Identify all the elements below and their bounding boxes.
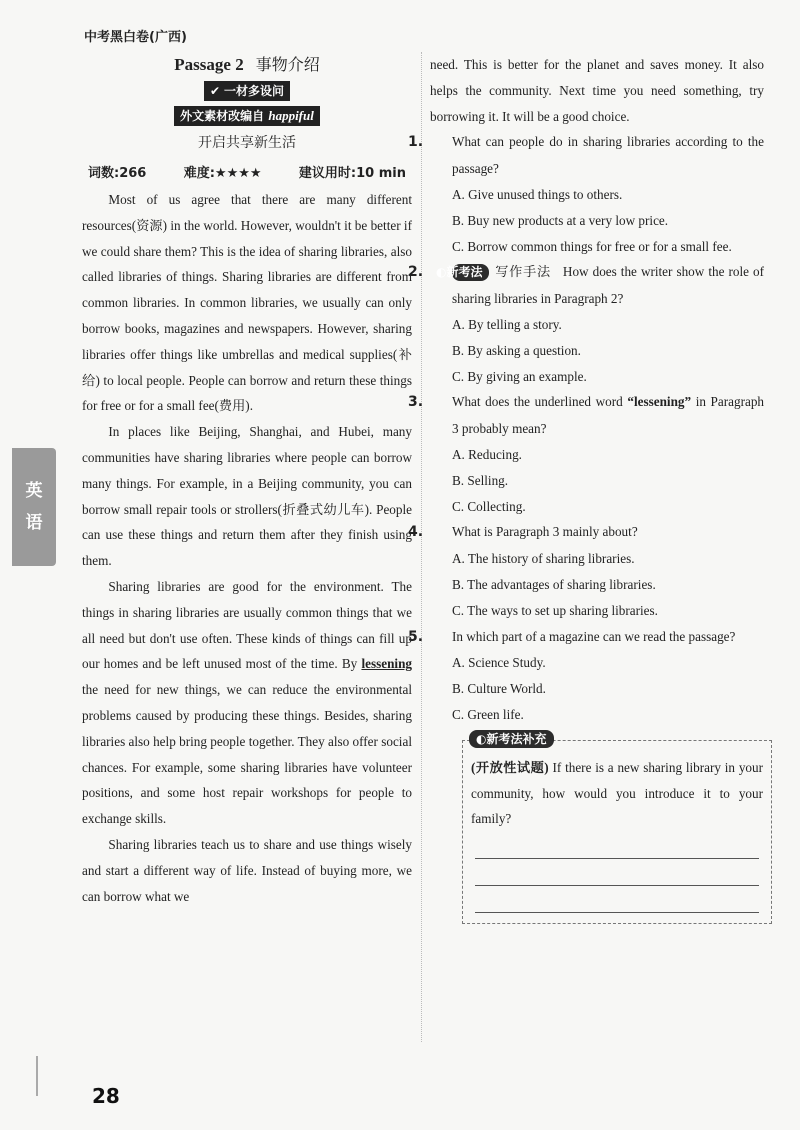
- passage-label: Passage 2: [174, 55, 244, 74]
- paragraph-3-part-1: Sharing libraries are good for the environment. The things in sharing libraries are usually common things that we all need but don't use often. These kinds of things can fill up our homes and be left unused most of the time. By: [82, 578, 412, 672]
- column-divider: [421, 52, 422, 1042]
- option-a[interactable]: A. The history of sharing libraries.: [452, 551, 635, 567]
- question-text: What is Paragraph 3 mainly about?: [452, 524, 638, 540]
- question-number: 2.: [408, 264, 424, 281]
- option-c[interactable]: C. The ways to set up sharing libraries.: [452, 602, 658, 618]
- question-5: [408, 624, 764, 728]
- passage-body: [82, 187, 412, 909]
- underlined-word: lessening: [361, 656, 412, 672]
- passage-subtitle: 开启共享新生活: [198, 135, 296, 151]
- question-text-pre: What does the underlined word: [452, 394, 628, 410]
- answer-line-3[interactable]: [475, 886, 759, 913]
- lightbulb-icon: ◐: [476, 731, 487, 746]
- book-title: 中考黑白卷(广西): [84, 30, 187, 45]
- answer-line-2[interactable]: [475, 859, 759, 886]
- badge-source-name: happiful: [268, 108, 314, 123]
- paragraph-2: In places like Beijing, Shanghai, and Hubei, many communities have sharing libraries where people can borrow many things. For example, in a Beijing community, you can borrow small repair tools or strollers(折叠式幼儿车). People can use these things and return them after they finish using them.: [82, 424, 412, 569]
- option-a[interactable]: A. By telling a story.: [452, 316, 562, 332]
- passage-title: [82, 52, 412, 75]
- option-a[interactable]: A. Give unused things to others.: [452, 186, 623, 202]
- answer-line-1[interactable]: [475, 832, 759, 859]
- word-count: 词数:266: [88, 166, 147, 181]
- supplement-tag-label: 新考法补充: [486, 731, 547, 746]
- option-b[interactable]: B. Culture World.: [452, 681, 546, 697]
- supplement-question-text: If there is a new sharing library in your community, how would you introduce it to your family?: [471, 759, 763, 827]
- question-2: [408, 259, 764, 389]
- question-text-post: in Paragraph 3 probably mean?: [452, 394, 765, 437]
- option-c[interactable]: C. By giving an example.: [452, 368, 587, 384]
- passage-meta: [82, 162, 412, 181]
- paragraph-3-part-2: the need for new things, we can reduce the environmental problems caused by producing these things. Besides, sharing libraries also help bring people together. They also offer social chances. For example, some sharing libraries have volunteer positions, and some host repair workshops for people to exchange skills.: [82, 682, 412, 827]
- option-c[interactable]: C. Borrow common things for free or for a small fee.: [452, 238, 732, 254]
- option-b[interactable]: B. By asking a question.: [452, 342, 581, 358]
- badge-row-2: [82, 106, 412, 126]
- lightbulb-icon: ◐: [436, 265, 447, 280]
- option-a[interactable]: A. Reducing.: [452, 446, 522, 462]
- page-number: 28: [92, 1084, 120, 1108]
- badge-row-1: [82, 81, 412, 101]
- paragraph-3: [82, 574, 412, 832]
- option-c[interactable]: C. Collecting.: [452, 498, 526, 514]
- side-tab-char-2: 语: [25, 513, 43, 533]
- badge-one-material-label: 一材多设问: [224, 84, 285, 98]
- badge-one-material: [204, 81, 290, 101]
- badge-source-prefix: 外文素材改编自: [180, 109, 265, 123]
- question-number: 4.: [408, 524, 424, 541]
- difficulty: 难度:★★★★: [183, 166, 262, 181]
- paragraph-4-continued: need. This is better for the planet and saves money. It also helps the community. Next time you need something, try borrowing it. It will be a good choice.: [430, 57, 764, 124]
- option-a[interactable]: A. Science Study.: [452, 655, 546, 671]
- question-3: [408, 389, 765, 519]
- side-tab-char-1: 英: [25, 481, 43, 501]
- supplement-tag: [469, 730, 554, 748]
- subject-side-tab: [12, 448, 56, 566]
- supplement-question: [471, 755, 763, 832]
- question-number: 3.: [408, 394, 424, 411]
- question-number: 1.: [408, 134, 424, 151]
- question-number: 5.: [408, 628, 424, 645]
- question-text: What can people do in sharing libraries according to the passage?: [452, 134, 764, 177]
- binding-edge-mark: [36, 1056, 38, 1096]
- question-text: In which part of a magazine can we read the passage?: [452, 628, 736, 644]
- question-1: [408, 129, 764, 259]
- paragraph-4-start: Sharing libraries teach us to share and use things wisely and start a different way of life. Instead of buying more, we can borrow what we: [82, 836, 412, 904]
- option-b[interactable]: B. The advantages of sharing libraries.: [452, 576, 656, 592]
- option-b[interactable]: B. Buy new products at a very low price.: [452, 212, 669, 228]
- right-column: [408, 52, 765, 924]
- badge-source: [174, 106, 320, 126]
- supplement-box: [462, 731, 772, 924]
- question-type-label: 写作手法: [494, 265, 551, 281]
- option-b[interactable]: B. Selling.: [452, 472, 509, 488]
- passage-category: 事物介绍: [255, 55, 320, 74]
- open-question-label: (开放性试题): [471, 759, 549, 775]
- question-4: [408, 519, 764, 623]
- question-text: How does the writer show the role of sharing libraries in Paragraph 2?: [452, 264, 764, 307]
- paragraph-1: Most of us agree that there are many different resources(资源) in the world. However, wouldn't it be better if we could share them? This is the idea of sharing libraries, also called libraries of things. Sharing libraries are different from common libraries. In common libraries, we usually can only borrow books, magazines and newspapers. However, sharing libraries offer things like umbrellas and medical supplies(补给) to local people. People can borrow and return these things for free or for a small fee(费用).: [82, 192, 412, 414]
- left-column: [82, 52, 412, 909]
- new-method-tag: [436, 264, 489, 281]
- option-c[interactable]: C. Green life.: [452, 706, 524, 722]
- new-method-tag-label: 新考法: [446, 265, 483, 280]
- question-keyword: “lessening”: [627, 394, 692, 410]
- check-icon: ✔: [209, 84, 221, 98]
- suggested-time: 建议用时:10 min: [298, 166, 406, 181]
